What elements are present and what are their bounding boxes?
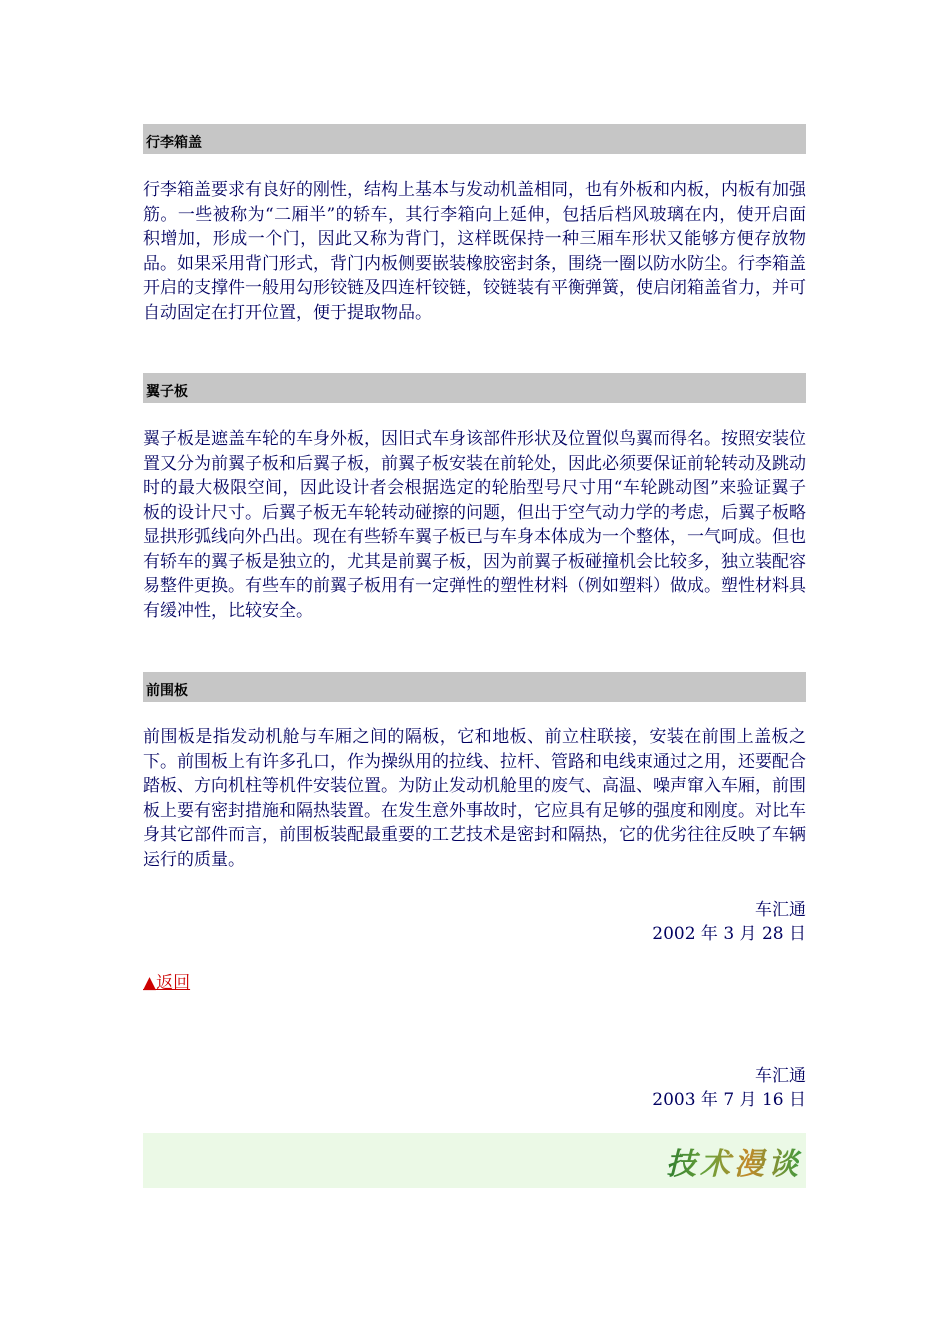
signature-date-1: 2002 年 3 月 28 日 [652, 924, 806, 944]
section-body-dash-panel: 前围板是指发动机舱与车厢之间的隔板，它和地板、前立柱联接，安装在前围上盖板之下。前围板上有许多孔口，作为操纵用的拉线、拉杆、管路和电线束通过之用，还要配合踏板、方向机柱等机件安装位置。为防止发动机舱里的废气、高温、噪声窜入车厢，前围板上要有密封措施和隔热装置。在发生意外事故时，它应具有足够的强度和刚度。对比车身其它部件而言，前围板装配最重要的工艺技术是密封和隔热，它的优劣往往反映了车辆运行的质量。 [143, 727, 806, 870]
section-body-fender: 翼子板是遮盖车轮的车身外板，因旧式车身该部件形状及位置似鸟翼而得名。按照安装位置又分为前翼子板和后翼子板，前翼子板安装在前轮处，因此必须要保证前轮转动及跳动时的最大极限空间，因此设计者会根据选定的轮胎型号尺寸用“车轮跳动图”来验证翼子板的设计尺寸。后翼子板无车轮转动碰擦的问题，但出于空气动力学的考虑，后翼子板略显拱形弧线向外凸出。现在有些轿车翼子板已与车身本体成为一个整体，一气呵成。但也有轿车的翼子板是独立的，尤其是前翼子板，因为前翼子板碰撞机会比较多，独立装配容易整件更换。有些车的前翼子板用有一定弹性的塑性材料（例如塑料）做成。塑性材料具有缓冲性，比较安全。 [143, 429, 806, 621]
section-heading-fender: 翼子板 [143, 373, 806, 403]
signature-source-1: 车汇通 [755, 900, 806, 920]
section-heading-trunk-lid: 行李箱盖 [143, 124, 806, 154]
banner-logo-text: 技术漫谈 [666, 1139, 802, 1183]
back-link[interactable]: ▲返回 [143, 973, 191, 993]
section-body-trunk-lid: 行李箱盖要求有良好的刚性，结构上基本与发动机盖相同，也有外板和内板，内板有加强筋。一些被称为“二厢半”的轿车，其行李箱向上延伸，包括后档风玻璃在内，使开启面积增加，形成一个门，因此又称为背门，这样既保持一种三厢车形状又能够方便存放物品。如果采用背门形式，背门内板侧要嵌装橡胶密封条，围绕一圈以防水防尘。行李箱盖开启的支撑件一般用勾形铰链及四连杆铰链，铰链装有平衡弹簧，使启闭箱盖省力，并可自动固定在打开位置，便于提取物品。 [143, 180, 806, 323]
footer-banner [143, 1133, 806, 1188]
signature-source-2: 车汇通 [755, 1066, 806, 1086]
section-heading-dash-panel: 前围板 [143, 672, 806, 702]
signature-date-2: 2003 年 7 月 16 日 [652, 1090, 806, 1110]
